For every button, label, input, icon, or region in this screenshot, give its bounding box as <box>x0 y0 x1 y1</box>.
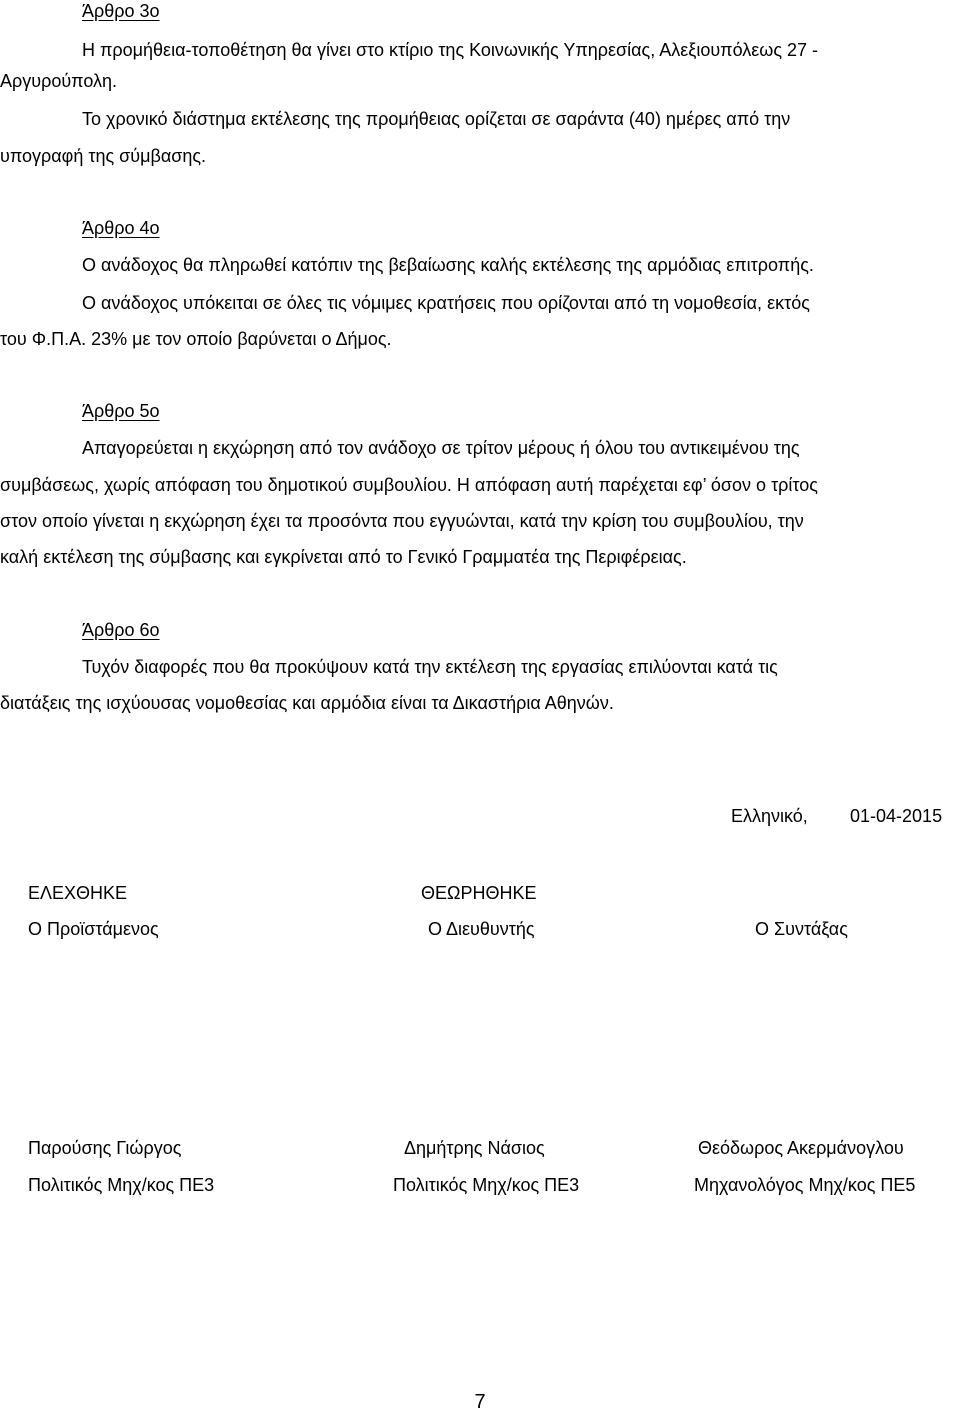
article-3-line-3: Το χρονικό διάστημα εκτέλεσης της προμήθειας ορίζεται σε σαράντα (40) ημέρες από την <box>82 109 791 129</box>
document-date: 01-04-2015 <box>850 806 943 826</box>
article-6-line-2: διατάξεις της ισχύουσας νομοθεσίας και αρμόδια είναι τα Δικαστήρια Αθηνών. <box>0 693 614 713</box>
signatory-role: Ο Διευθυντής <box>428 919 535 939</box>
approval-reviewed: ΘΕΩΡΗΘΗΚΕ <box>421 883 537 903</box>
signatory-role: Ο Συντάξας <box>755 919 848 939</box>
article-4-line-3: του Φ.Π.Α. 23% με τον οποίο βαρύνεται ο Δήμος. <box>0 329 392 349</box>
article-5-line-4: καλή εκτέλεση της σύμβασης και εγκρίνεται από το Γενικό Γραμματέα της Περιφέρειας. <box>0 547 687 567</box>
article-5-line-2: συμβάσεως, χωρίς απόφαση του δημοτικού συμβουλίου. Η απόφαση αυτή παρέχεται εφ’ όσον ο τρίτος <box>0 475 818 495</box>
place-label: Ελληνικό, <box>731 806 808 826</box>
article-3-line-4: υπογραφή της σύμβασης. <box>0 146 207 166</box>
signatory-title: Πολιτικός Μηχ/κος ΠΕ3 <box>393 1175 580 1195</box>
article-5-line-1: Απαγορεύεται η εκχώρηση από τον ανάδοχο σε τρίτον μέρους ή όλου του αντικειμένου της <box>82 438 800 458</box>
approval-checked: ΕΛΕΧΘΗΚΕ <box>28 883 128 903</box>
article-4-heading: Άρθρο 4ο <box>82 218 160 238</box>
article-5-line-3: στον οποίο γίνεται η εκχώρηση έχει τα προσόντα που εγγυώνται, κατά την κρίση του συμβουλίου, την <box>0 511 804 531</box>
article-6-line-1: Τυχόν διαφορές που θα προκύψουν κατά την εκτέλεση της εργασίας επιλύονται κατά τις <box>82 657 778 677</box>
article-3-heading: Άρθρο 3ο <box>82 1 160 21</box>
article-5-heading: Άρθρο 5ο <box>82 401 160 421</box>
article-6-heading: Άρθρο 6ο <box>82 620 160 640</box>
signatory-title: Πολιτικός Μηχ/κος ΠΕ3 <box>28 1175 215 1195</box>
signatory-name: Θεόδωρος Ακερμάνογλου <box>698 1138 904 1158</box>
signatory-role: Ο Προϊστάμενος <box>28 919 159 939</box>
signatory-title: Μηχανολόγος Μηχ/κος ΠΕ5 <box>694 1175 916 1195</box>
article-3-line-2: Αργυρούπολη. <box>0 71 118 91</box>
article-4-line-1: Ο ανάδοχος θα πληρωθεί κατόπιν της βεβαίωσης καλής εκτέλεσης της αρμόδιας επιτροπής. <box>82 255 814 275</box>
article-3-line-1: Η προμήθεια-τοποθέτηση θα γίνει στο κτίριο της Κοινωνικής Υπηρεσίας, Αλεξιουπόλεως 27 - <box>82 40 819 60</box>
page-number: 7 <box>474 1391 486 1413</box>
article-4-line-2: Ο ανάδοχος υπόκειται σε όλες τις νόμιμες κρατήσεις που ορίζονται από τη νομοθεσία, εκτός <box>82 293 810 313</box>
signatory-name: Παρούσης Γιώργος <box>28 1138 182 1158</box>
signatory-name: Δημήτρης Νάσιος <box>404 1138 545 1158</box>
